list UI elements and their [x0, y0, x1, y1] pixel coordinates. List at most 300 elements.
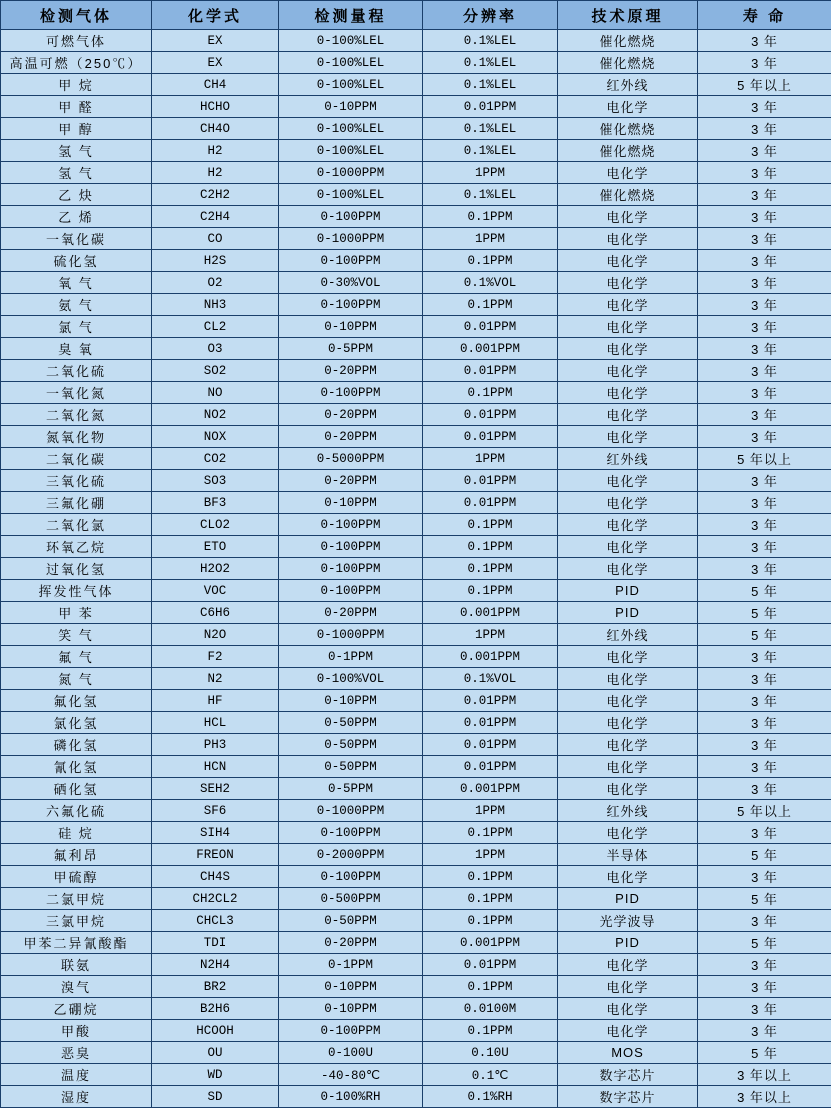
table-row: [1, 932, 831, 954]
cell-resolution: 1PPM: [423, 228, 558, 250]
cell-technology: 催化燃烧: [558, 30, 698, 52]
cell-chemical-formula: CO: [152, 228, 279, 250]
cell-resolution: 0.1PPM: [423, 866, 558, 888]
table-row: [1, 74, 831, 96]
cell-chemical-formula: O2: [152, 272, 279, 294]
table-row: [1, 822, 831, 844]
cell-technology: 电化学: [558, 206, 698, 228]
cell-technology: 电化学: [558, 668, 698, 690]
table-row: [1, 536, 831, 558]
cell-chemical-formula: ETO: [152, 536, 279, 558]
cell-gas-name: 三氟化硼: [1, 492, 152, 514]
cell-resolution: 0.1PPM: [423, 822, 558, 844]
cell-technology: 电化学: [558, 822, 698, 844]
cell-resolution: 0.1℃: [423, 1064, 558, 1086]
cell-chemical-formula: NO2: [152, 404, 279, 426]
cell-detection-range: 0-100%VOL: [279, 668, 423, 690]
cell-lifespan: 3 年: [698, 712, 831, 734]
cell-gas-name: 氢 气: [1, 140, 152, 162]
cell-technology: 电化学: [558, 470, 698, 492]
cell-gas-name: 氯 气: [1, 316, 152, 338]
cell-gas-name: 乙 烯: [1, 206, 152, 228]
cell-detection-range: 0-10PPM: [279, 316, 423, 338]
cell-gas-name: 一氧化碳: [1, 228, 152, 250]
cell-detection-range: 0-100PPM: [279, 294, 423, 316]
table-row: [1, 426, 831, 448]
cell-detection-range: 0-100PPM: [279, 866, 423, 888]
cell-gas-name: 甲酸: [1, 1020, 152, 1042]
cell-resolution: 0.0100M: [423, 998, 558, 1020]
cell-technology: 电化学: [558, 646, 698, 668]
cell-gas-name: 氨 气: [1, 294, 152, 316]
cell-chemical-formula: C6H6: [152, 602, 279, 624]
table-row: [1, 844, 831, 866]
cell-technology: PID: [558, 888, 698, 910]
cell-detection-range: 0-20PPM: [279, 602, 423, 624]
cell-lifespan: 3 年: [698, 492, 831, 514]
cell-chemical-formula: C2H2: [152, 184, 279, 206]
cell-chemical-formula: N2H4: [152, 954, 279, 976]
cell-detection-range: 0-1000PPM: [279, 624, 423, 646]
cell-detection-range: 0-100%LEL: [279, 30, 423, 52]
cell-resolution: 0.1PPM: [423, 206, 558, 228]
table-row: [1, 514, 831, 536]
cell-detection-range: 0-20PPM: [279, 426, 423, 448]
table-row: [1, 360, 831, 382]
table-body: [1, 30, 831, 1108]
table-row: [1, 756, 831, 778]
cell-resolution: 0.1PPM: [423, 382, 558, 404]
cell-resolution: 0.1%LEL: [423, 52, 558, 74]
cell-gas-name: 环氧乙烷: [1, 536, 152, 558]
cell-lifespan: 3 年以上: [698, 1064, 831, 1086]
cell-detection-range: 0-100%LEL: [279, 52, 423, 74]
cell-technology: 电化学: [558, 976, 698, 998]
cell-technology: 红外线: [558, 74, 698, 96]
cell-gas-name: 氯化氢: [1, 712, 152, 734]
cell-lifespan: 3 年: [698, 646, 831, 668]
cell-chemical-formula: BR2: [152, 976, 279, 998]
cell-lifespan: 5 年以上: [698, 448, 831, 470]
table-row: [1, 404, 831, 426]
column-header-gas-name: 检测气体: [1, 1, 152, 30]
cell-chemical-formula: FREON: [152, 844, 279, 866]
cell-chemical-formula: CH4: [152, 74, 279, 96]
cell-technology: 催化燃烧: [558, 52, 698, 74]
cell-lifespan: 3 年: [698, 228, 831, 250]
cell-chemical-formula: PH3: [152, 734, 279, 756]
cell-gas-name: 笑 气: [1, 624, 152, 646]
cell-detection-range: 0-100PPM: [279, 382, 423, 404]
cell-detection-range: 0-10PPM: [279, 96, 423, 118]
cell-technology: 电化学: [558, 272, 698, 294]
cell-lifespan: 5 年: [698, 624, 831, 646]
table-row: [1, 888, 831, 910]
cell-lifespan: 3 年: [698, 470, 831, 492]
cell-gas-name: 三氧化硫: [1, 470, 152, 492]
cell-detection-range: 0-30%VOL: [279, 272, 423, 294]
cell-technology: 催化燃烧: [558, 118, 698, 140]
cell-lifespan: 3 年: [698, 118, 831, 140]
cell-lifespan: 3 年: [698, 404, 831, 426]
cell-gas-name: 甲 烷: [1, 74, 152, 96]
cell-technology: 红外线: [558, 448, 698, 470]
cell-resolution: 0.01PPM: [423, 492, 558, 514]
cell-lifespan: 3 年: [698, 96, 831, 118]
cell-resolution: 0.1%LEL: [423, 140, 558, 162]
cell-gas-name: 氮氧化物: [1, 426, 152, 448]
cell-detection-range: 0-100PPM: [279, 250, 423, 272]
cell-detection-range: 0-1000PPM: [279, 228, 423, 250]
cell-lifespan: 3 年: [698, 756, 831, 778]
cell-resolution: 0.1PPM: [423, 976, 558, 998]
cell-chemical-formula: CLO2: [152, 514, 279, 536]
cell-detection-range: 0-100PPM: [279, 1020, 423, 1042]
cell-resolution: 0.001PPM: [423, 338, 558, 360]
cell-chemical-formula: OU: [152, 1042, 279, 1064]
cell-gas-name: 氢 气: [1, 162, 152, 184]
cell-gas-name: 氧 气: [1, 272, 152, 294]
cell-chemical-formula: CO2: [152, 448, 279, 470]
cell-technology: 电化学: [558, 536, 698, 558]
table-row: [1, 954, 831, 976]
cell-chemical-formula: H2O2: [152, 558, 279, 580]
table-row: [1, 492, 831, 514]
table-row: [1, 1020, 831, 1042]
cell-chemical-formula: F2: [152, 646, 279, 668]
cell-resolution: 0.01PPM: [423, 470, 558, 492]
cell-chemical-formula: HCHO: [152, 96, 279, 118]
cell-gas-name: 二氧化碳: [1, 448, 152, 470]
cell-detection-range: 0-1000PPM: [279, 162, 423, 184]
cell-detection-range: 0-50PPM: [279, 756, 423, 778]
cell-lifespan: 3 年: [698, 976, 831, 998]
cell-chemical-formula: N2O: [152, 624, 279, 646]
cell-lifespan: 5 年: [698, 844, 831, 866]
cell-gas-name: 氟利昂: [1, 844, 152, 866]
cell-lifespan: 3 年: [698, 514, 831, 536]
table-row: [1, 800, 831, 822]
cell-resolution: 0.1PPM: [423, 514, 558, 536]
cell-chemical-formula: CH2CL2: [152, 888, 279, 910]
cell-gas-name: 六氟化硫: [1, 800, 152, 822]
cell-chemical-formula: H2: [152, 162, 279, 184]
cell-detection-range: 0-100%LEL: [279, 118, 423, 140]
cell-resolution: 0.1PPM: [423, 580, 558, 602]
cell-resolution: 0.10U: [423, 1042, 558, 1064]
cell-technology: 电化学: [558, 360, 698, 382]
table-row: [1, 624, 831, 646]
cell-detection-range: 0-100PPM: [279, 558, 423, 580]
table-row: [1, 338, 831, 360]
cell-resolution: 0.1PPM: [423, 536, 558, 558]
cell-lifespan: 5 年: [698, 580, 831, 602]
cell-gas-name: 硒化氢: [1, 778, 152, 800]
cell-lifespan: 3 年: [698, 998, 831, 1020]
cell-resolution: 1PPM: [423, 844, 558, 866]
column-header-detection-range: 检测量程: [279, 1, 423, 30]
table-row: [1, 558, 831, 580]
cell-gas-name: 联氨: [1, 954, 152, 976]
cell-technology: 电化学: [558, 426, 698, 448]
cell-gas-name: 一氧化氮: [1, 382, 152, 404]
table-row: [1, 668, 831, 690]
cell-lifespan: 3 年: [698, 690, 831, 712]
cell-lifespan: 3 年: [698, 866, 831, 888]
cell-detection-range: 0-500PPM: [279, 888, 423, 910]
cell-lifespan: 5 年以上: [698, 74, 831, 96]
table-row: [1, 118, 831, 140]
cell-gas-name: 湿度: [1, 1086, 152, 1108]
cell-gas-name: 甲 醛: [1, 96, 152, 118]
column-header-lifespan: 寿 命: [698, 1, 831, 30]
cell-gas-name: 三氯甲烷: [1, 910, 152, 932]
cell-chemical-formula: EX: [152, 30, 279, 52]
cell-resolution: 0.01PPM: [423, 954, 558, 976]
cell-detection-range: 0-50PPM: [279, 712, 423, 734]
cell-resolution: 0.1%VOL: [423, 272, 558, 294]
cell-technology: 电化学: [558, 316, 698, 338]
cell-technology: 红外线: [558, 800, 698, 822]
cell-technology: 电化学: [558, 558, 698, 580]
cell-gas-name: 氟 气: [1, 646, 152, 668]
cell-resolution: 0.1PPM: [423, 910, 558, 932]
cell-resolution: 0.01PPM: [423, 426, 558, 448]
cell-technology: 数字芯片: [558, 1064, 698, 1086]
cell-detection-range: 0-5PPM: [279, 778, 423, 800]
table-row: [1, 976, 831, 998]
table-row: [1, 382, 831, 404]
column-header-technology: 技术原理: [558, 1, 698, 30]
cell-chemical-formula: N2: [152, 668, 279, 690]
cell-detection-range: 0-10PPM: [279, 976, 423, 998]
cell-chemical-formula: BF3: [152, 492, 279, 514]
cell-technology: 电化学: [558, 250, 698, 272]
cell-gas-name: 乙硼烷: [1, 998, 152, 1020]
cell-lifespan: 3 年: [698, 668, 831, 690]
cell-lifespan: 3 年: [698, 30, 831, 52]
cell-lifespan: 3 年: [698, 1020, 831, 1042]
cell-resolution: 0.01PPM: [423, 712, 558, 734]
cell-gas-name: 高温可燃（250℃）: [1, 52, 152, 74]
cell-gas-name: 恶臭: [1, 1042, 152, 1064]
cell-detection-range: 0-100PPM: [279, 514, 423, 536]
cell-resolution: 0.1PPM: [423, 294, 558, 316]
cell-detection-range: 0-100%LEL: [279, 74, 423, 96]
cell-gas-name: 甲 醇: [1, 118, 152, 140]
cell-lifespan: 5 年以上: [698, 800, 831, 822]
cell-lifespan: 3 年: [698, 162, 831, 184]
table-row: [1, 1086, 831, 1108]
cell-gas-name: 氰化氢: [1, 756, 152, 778]
cell-resolution: 0.001PPM: [423, 778, 558, 800]
cell-lifespan: 3 年: [698, 536, 831, 558]
cell-lifespan: 3 年: [698, 822, 831, 844]
cell-chemical-formula: HF: [152, 690, 279, 712]
cell-technology: 催化燃烧: [558, 140, 698, 162]
cell-resolution: 0.1PPM: [423, 888, 558, 910]
table-row: [1, 866, 831, 888]
cell-technology: 电化学: [558, 338, 698, 360]
cell-lifespan: 3 年: [698, 426, 831, 448]
cell-technology: 电化学: [558, 954, 698, 976]
table-row: [1, 646, 831, 668]
cell-gas-name: 过氧化氢: [1, 558, 152, 580]
cell-technology: 半导体: [558, 844, 698, 866]
cell-detection-range: 0-100PPM: [279, 536, 423, 558]
cell-chemical-formula: B2H6: [152, 998, 279, 1020]
cell-chemical-formula: TDI: [152, 932, 279, 954]
cell-gas-name: 二氧化氮: [1, 404, 152, 426]
cell-lifespan: 3 年: [698, 316, 831, 338]
cell-resolution: 1PPM: [423, 448, 558, 470]
cell-gas-name: 乙 炔: [1, 184, 152, 206]
cell-chemical-formula: SIH4: [152, 822, 279, 844]
cell-chemical-formula: NH3: [152, 294, 279, 316]
cell-detection-range: 0-20PPM: [279, 360, 423, 382]
cell-lifespan: 3 年以上: [698, 1086, 831, 1108]
column-header-chemical-formula: 化学式: [152, 1, 279, 30]
cell-chemical-formula: EX: [152, 52, 279, 74]
cell-technology: PID: [558, 580, 698, 602]
table-row: [1, 448, 831, 470]
cell-gas-name: 氮 气: [1, 668, 152, 690]
cell-chemical-formula: O3: [152, 338, 279, 360]
cell-chemical-formula: SD: [152, 1086, 279, 1108]
cell-lifespan: 5 年: [698, 888, 831, 910]
cell-chemical-formula: SO2: [152, 360, 279, 382]
cell-detection-range: 0-10PPM: [279, 492, 423, 514]
table-row: [1, 250, 831, 272]
cell-chemical-formula: NOX: [152, 426, 279, 448]
cell-gas-name: 磷化氢: [1, 734, 152, 756]
table-row: [1, 96, 831, 118]
cell-technology: 电化学: [558, 756, 698, 778]
cell-chemical-formula: CL2: [152, 316, 279, 338]
cell-detection-range: 0-50PPM: [279, 910, 423, 932]
cell-technology: 电化学: [558, 228, 698, 250]
table-row: [1, 690, 831, 712]
cell-resolution: 0.01PPM: [423, 734, 558, 756]
cell-detection-range: 0-100PPM: [279, 580, 423, 602]
cell-chemical-formula: HCL: [152, 712, 279, 734]
cell-chemical-formula: HCOOH: [152, 1020, 279, 1042]
cell-resolution: 1PPM: [423, 800, 558, 822]
cell-gas-name: 二氧化硫: [1, 360, 152, 382]
table-row: [1, 316, 831, 338]
cell-technology: 电化学: [558, 778, 698, 800]
cell-lifespan: 5 年: [698, 602, 831, 624]
cell-chemical-formula: H2S: [152, 250, 279, 272]
cell-chemical-formula: CH4S: [152, 866, 279, 888]
cell-technology: 电化学: [558, 162, 698, 184]
table-row: [1, 910, 831, 932]
cell-detection-range: 0-100%LEL: [279, 140, 423, 162]
cell-chemical-formula: SO3: [152, 470, 279, 492]
table-row: [1, 140, 831, 162]
cell-detection-range: 0-100U: [279, 1042, 423, 1064]
cell-detection-range: 0-20PPM: [279, 932, 423, 954]
cell-technology: 电化学: [558, 1020, 698, 1042]
cell-chemical-formula: CH4O: [152, 118, 279, 140]
cell-gas-name: 甲苯二异氰酸酯: [1, 932, 152, 954]
cell-technology: 光学波导: [558, 910, 698, 932]
cell-gas-name: 溴气: [1, 976, 152, 998]
cell-lifespan: 5 年: [698, 1042, 831, 1064]
cell-resolution: 0.001PPM: [423, 602, 558, 624]
cell-lifespan: 3 年: [698, 338, 831, 360]
cell-resolution: 0.01PPM: [423, 756, 558, 778]
table-row: [1, 778, 831, 800]
cell-resolution: 0.01PPM: [423, 690, 558, 712]
header-row: [1, 1, 831, 30]
cell-lifespan: 3 年: [698, 734, 831, 756]
cell-resolution: 0.1%RH: [423, 1086, 558, 1108]
table-row: [1, 228, 831, 250]
cell-detection-range: 0-100%LEL: [279, 184, 423, 206]
cell-gas-name: 臭 氧: [1, 338, 152, 360]
cell-resolution: 0.01PPM: [423, 404, 558, 426]
cell-lifespan: 5 年: [698, 932, 831, 954]
cell-resolution: 0.01PPM: [423, 316, 558, 338]
cell-detection-range: 0-1000PPM: [279, 800, 423, 822]
cell-detection-range: 0-1PPM: [279, 954, 423, 976]
table-row: [1, 294, 831, 316]
cell-lifespan: 3 年: [698, 206, 831, 228]
table-row: [1, 162, 831, 184]
cell-chemical-formula: VOC: [152, 580, 279, 602]
cell-detection-range: 0-100PPM: [279, 822, 423, 844]
cell-resolution: 0.1PPM: [423, 250, 558, 272]
cell-resolution: 0.001PPM: [423, 646, 558, 668]
table-row: [1, 206, 831, 228]
cell-technology: 电化学: [558, 294, 698, 316]
cell-gas-name: 硫化氢: [1, 250, 152, 272]
cell-detection-range: 0-50PPM: [279, 734, 423, 756]
cell-chemical-formula: CHCL3: [152, 910, 279, 932]
cell-detection-range: 0-100PPM: [279, 206, 423, 228]
cell-detection-range: 0-100%RH: [279, 1086, 423, 1108]
cell-chemical-formula: SEH2: [152, 778, 279, 800]
cell-technology: 电化学: [558, 690, 698, 712]
column-header-resolution: 分辨率: [423, 1, 558, 30]
cell-resolution: 1PPM: [423, 624, 558, 646]
cell-chemical-formula: HCN: [152, 756, 279, 778]
cell-gas-name: 甲 苯: [1, 602, 152, 624]
cell-lifespan: 3 年: [698, 558, 831, 580]
table-row: [1, 734, 831, 756]
cell-technology: 红外线: [558, 624, 698, 646]
cell-chemical-formula: H2: [152, 140, 279, 162]
cell-lifespan: 3 年: [698, 778, 831, 800]
cell-detection-range: 0-2000PPM: [279, 844, 423, 866]
cell-technology: 电化学: [558, 96, 698, 118]
cell-detection-range: 0-10PPM: [279, 690, 423, 712]
cell-resolution: 0.1%VOL: [423, 668, 558, 690]
cell-resolution: 0.01PPM: [423, 360, 558, 382]
cell-resolution: 0.01PPM: [423, 96, 558, 118]
cell-gas-name: 挥发性气体: [1, 580, 152, 602]
cell-gas-name: 硅 烷: [1, 822, 152, 844]
cell-resolution: 0.1%LEL: [423, 118, 558, 140]
cell-resolution: 0.1%LEL: [423, 74, 558, 96]
cell-detection-range: 0-5000PPM: [279, 448, 423, 470]
cell-chemical-formula: SF6: [152, 800, 279, 822]
cell-chemical-formula: NO: [152, 382, 279, 404]
table-header: [1, 1, 831, 30]
cell-resolution: 0.1PPM: [423, 1020, 558, 1042]
cell-chemical-formula: WD: [152, 1064, 279, 1086]
